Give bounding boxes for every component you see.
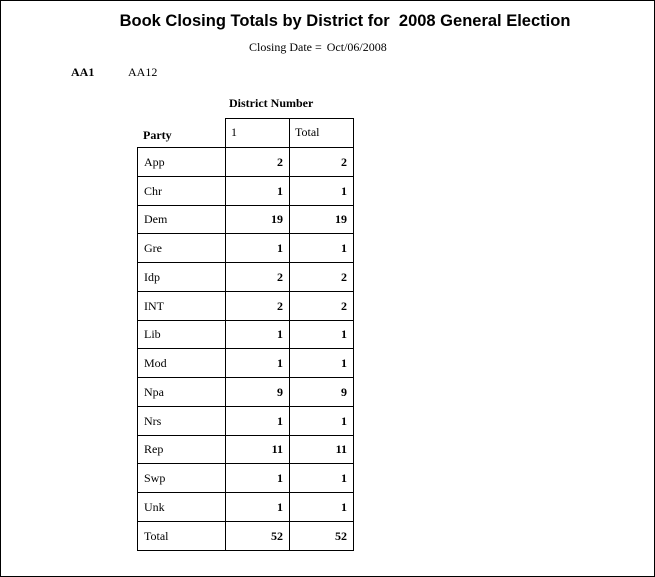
district-1-value-cell: 1 (225, 176, 290, 206)
district-1-value-cell: 19 (225, 205, 290, 234)
closing-date-value: Oct/06/2008 (326, 40, 387, 54)
district-1-value-cell: 1 (225, 463, 290, 493)
district-1-value-cell: 1 (225, 348, 290, 378)
district-1-value-cell: 2 (225, 262, 290, 292)
area-code: AA1 (71, 65, 95, 79)
party-column-header: Party (143, 128, 172, 142)
total-value-cell: 1 (289, 176, 354, 206)
party-cell: Total (137, 521, 226, 551)
party-cell: Rep (137, 435, 226, 464)
total-value-cell: 1 (289, 406, 354, 436)
total-value-cell: 19 (289, 205, 354, 234)
party-cell: Chr (137, 176, 226, 206)
closing-date-label: Closing Date = (249, 40, 322, 54)
total-value-cell: 11 (289, 435, 354, 464)
area-name: AA12 (128, 65, 158, 79)
report-title: Book Closing Totals by District for 2008 General Election (119, 12, 571, 30)
total-value-cell: 2 (289, 291, 354, 321)
party-cell: Npa (137, 377, 226, 407)
district-1-value-cell: 11 (225, 435, 290, 464)
total-value-cell: 9 (289, 377, 354, 407)
party-cell: Nrs (137, 406, 226, 436)
district-1-value-cell: 9 (225, 377, 290, 407)
total-value-cell: 1 (289, 463, 354, 493)
district-1-value-cell: 1 (225, 492, 290, 522)
total-value-cell: 52 (289, 521, 354, 551)
column-header-total: Total (289, 118, 354, 148)
party-cell: Swp (137, 463, 226, 493)
district-1-value-cell: 2 (225, 147, 290, 177)
district-number-header: District Number (229, 96, 314, 110)
district-1-value-cell: 52 (225, 521, 290, 551)
party-cell: Dem (137, 205, 226, 234)
total-value-cell: 2 (289, 262, 354, 292)
district-1-value-cell: 1 (225, 320, 290, 349)
closing-date-line (249, 40, 387, 55)
district-1-value-cell: 1 (225, 233, 290, 263)
party-cell: Gre (137, 233, 226, 263)
total-value-cell: 1 (289, 492, 354, 522)
total-value-cell: 1 (289, 320, 354, 349)
column-header-district-1: 1 (225, 118, 290, 148)
total-value-cell: 1 (289, 348, 354, 378)
party-cell: App (137, 147, 226, 177)
district-1-value-cell: 2 (225, 291, 290, 321)
party-cell: Idp (137, 262, 226, 292)
total-value-cell: 2 (289, 147, 354, 177)
total-value-cell: 1 (289, 233, 354, 263)
party-cell: INT (137, 291, 226, 321)
party-cell: Lib (137, 320, 226, 349)
district-1-value-cell: 1 (225, 406, 290, 436)
party-cell: Unk (137, 492, 226, 522)
party-cell: Mod (137, 348, 226, 378)
